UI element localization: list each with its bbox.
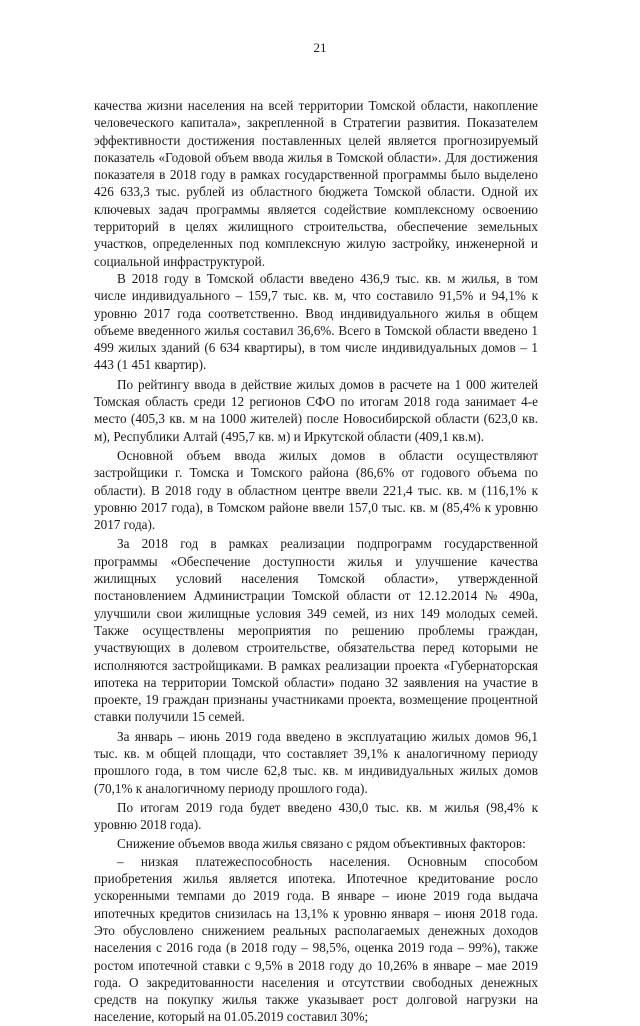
paragraph-decline-factors: Снижение объемов ввода жилья связано с рядом объективных факторов: xyxy=(117,836,526,852)
paragraph-sfo-rating: По рейтингу ввода в действие жилых домов в расчете на 1 000 жителей Томская область среди 12 регионов СФО по итогам 2018 года занимает 4-е место (405,3 кв. м на 1000 жителей) после Новосибирской области (623,0 кв. м), Республики Алтай (495,7 кв. м) и Иркутской области (409,1 кв.м). xyxy=(94,376,538,444)
page-number: 21 xyxy=(313,40,327,55)
paragraph-jan-jun-2019: За январь – июнь 2019 года введено в эксплуатацию жилых домов 96,1 тыс. кв. м общей площади, что составляет 39,1% к аналогичному периоду прошлого года, в том числе 62,8 тыс. кв. м индивидуальных жилых домов (70,1% к аналогичному периоду прошлого года). xyxy=(94,728,538,796)
document-body xyxy=(94,97,538,1026)
paragraph-housing-2018: В 2018 году в Томской области введено 436,9 тыс. кв. м жилья, в том числе индивидуального – 159,7 тыс. кв. м, что составило 91,5% и 94,1% к уровню 2017 года соответственно. Ввод индивидуального жилья в общем объеме введенного жилья составил 36,6%. Всего в Томской области введено 1 499 жилых зданий (6 634 квартиры), в том числе индивидуальных домов – 1 443 (1 451 квартир). xyxy=(94,270,538,373)
paragraph-low-solvency: – низкая платежеспособность населения. Основным способом приобретения жилья является ипотека. Ипотечное кредитование росло ускоренными темпами до 2019 года. В январе – июне 2019 года выдача ипотечных кредитов снизилась на 13,1% к уровню января – июня 2018 года. Это обусловлено снижением реальных располагаемых денежных доходов населения с 2016 года (в 2018 году – 98,5%, оценка 2019 года – 99%), также ростом ипотечной ставки с 9,5% в 2018 году до 10,26% в январе – мае 2019 года. О закредитованности населения и отсутствии свободных денежных средств на покупку жилья также указывает рост долговой нагрузки на население, который на 01.05.2019 составил 30%; xyxy=(94,853,538,1025)
paragraph-developers: Основной объем ввода жилых домов в области осуществляют застройщики г. Томска и Томского района (86,6% от годового объема по области). В 2018 году в областном центре ввели 221,4 тыс. кв. м (116,1% к уровню 2017 года), в Томском районе ввели 157,0 тыс. кв. м (85,4% к уровню 2017 года). xyxy=(94,447,538,533)
paragraph-forecast-2019: По итогам 2019 года будет введено 430,0 тыс. кв. м жилья (98,4% к уровню 2018 года). xyxy=(94,799,538,833)
paragraph-subprograms: За 2018 год в рамках реализации подпрограмм государственной программы «Обеспечение доступности жилья и улучшение качества жилищных условий населения Томской области», утвержденной постановлением Администрации Томской области от 12.12.2014 № 490а, улучшили свои жилищные условия 349 семей, из них 149 молодых семей. Также осуществлены мероприятия по решению проблемы граждан, участвующих в долевом строительстве, обязательства перед которыми не исполняются застройщиками. В рамках реализации проекта «Губернаторская ипотека на территории Томской области» подано 32 заявления на участие в проекте, 19 граждан признаны участниками проекта, возмещение процентной ставки получили 15 семей. xyxy=(94,536,538,725)
paragraph-program-goals: качества жизни населения на всей территории Томской области, накопление человеческого капитала», закрепленной в Стратегии развития. Показателем эффективности достижения поставленных целей является прогнозируемый показатель «Годовой объем ввода жилья в Томской области». Для достижения показателя в 2018 году в рамках государственной программы было выделено 426 633,3 тыс. рублей из областного бюджета Томской области. Одной их ключевых задач программы является содействие комплексному освоению территорий в целях жилищного строительства, обеспечение земельных участков, определенных под комплексную жилую застройку, инженерной и социальной инфраструктурой. xyxy=(94,98,538,269)
